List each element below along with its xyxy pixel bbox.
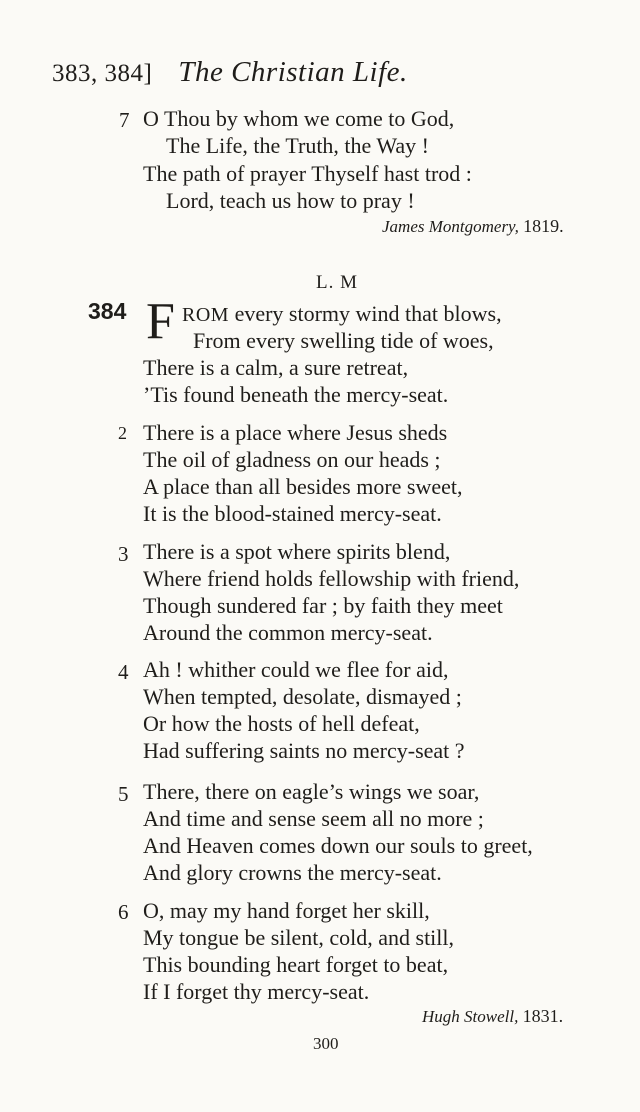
author-year: 1819. (523, 216, 564, 236)
stanza-number: 2 (118, 423, 127, 443)
verse-line: When tempted, desolate, dismayed ; (143, 684, 462, 709)
verse-line: Lord, teach us how to pray ! (166, 188, 415, 213)
verse-line: There is a spot where spirits blend, (143, 539, 451, 564)
author-year: 1831. (522, 1006, 564, 1026)
verse-line: Had suffering saints no mercy-seat ? (143, 738, 465, 763)
verse-line: Or how the hosts of hell defeat, (143, 711, 420, 736)
small-caps-word: ROM (182, 304, 230, 326)
verse-line: There is a place where Jesus sheds (143, 420, 448, 445)
verse-line: And time and sense seem all no more ; (143, 806, 484, 831)
meter-label: L. M (316, 272, 358, 293)
hymn-range: 383, 384] (52, 60, 153, 87)
verse-line: The Life, the Truth, the Way ! (166, 133, 430, 158)
verse-line: My tongue be silent, cold, and still, (143, 925, 455, 950)
stanza-number: 6 (118, 900, 129, 924)
first-verse-line (182, 303, 502, 325)
verse-line: A place than all besides more sweet, (143, 474, 463, 499)
verse-line: From every swelling tide of woes, (193, 328, 494, 353)
page-number: 300 (313, 1034, 339, 1053)
drop-cap: F (146, 293, 175, 350)
stanza-number: 5 (118, 782, 129, 806)
verse-line: Ah ! whither could we flee for aid, (143, 657, 449, 682)
stanza-number: 4 (118, 660, 129, 684)
author-name: Hugh Stowell, (422, 1007, 519, 1026)
running-header (52, 56, 408, 89)
verse-line: Though sundered far ; by faith they meet (143, 593, 503, 618)
verse-line: O, may my hand forget her skill, (143, 898, 430, 923)
verse-line: The path of prayer Thyself hast trod : (143, 161, 472, 186)
verse-line: Where friend holds fellowship with friend, (143, 566, 520, 591)
verse-line: And Heaven comes down our souls to greet, (143, 833, 533, 858)
verse-line: O Thou by whom we come to God, (143, 106, 455, 131)
hymn-number: 384 (88, 298, 127, 324)
verse-line: This bounding heart forget to beat, (143, 952, 449, 977)
first-line-rest: every stormy wind that blows, (229, 301, 502, 326)
verse-line: There is a calm, a sure retreat, (143, 355, 409, 380)
verse-line: It is the blood-stained mercy-seat. (143, 501, 442, 526)
stanza-number: 7 (119, 108, 130, 132)
section-title: The Christian Life. (178, 56, 408, 88)
author-attribution (422, 1007, 563, 1025)
verse-line: There, there on eagle’s wings we soar, (143, 779, 480, 804)
author-name: James Montgomery, (382, 217, 519, 236)
verse-line: Around the common mercy-seat. (143, 620, 433, 645)
verse-line: ’Tis found beneath the mercy-seat. (143, 382, 449, 407)
verse-line: The oil of gladness on our heads ; (143, 447, 441, 472)
verse-line: And glory crowns the mercy-seat. (143, 860, 442, 885)
author-attribution (382, 217, 564, 235)
stanza-number: 3 (118, 542, 129, 566)
verse-line: If I forget thy mercy-seat. (143, 979, 370, 1004)
